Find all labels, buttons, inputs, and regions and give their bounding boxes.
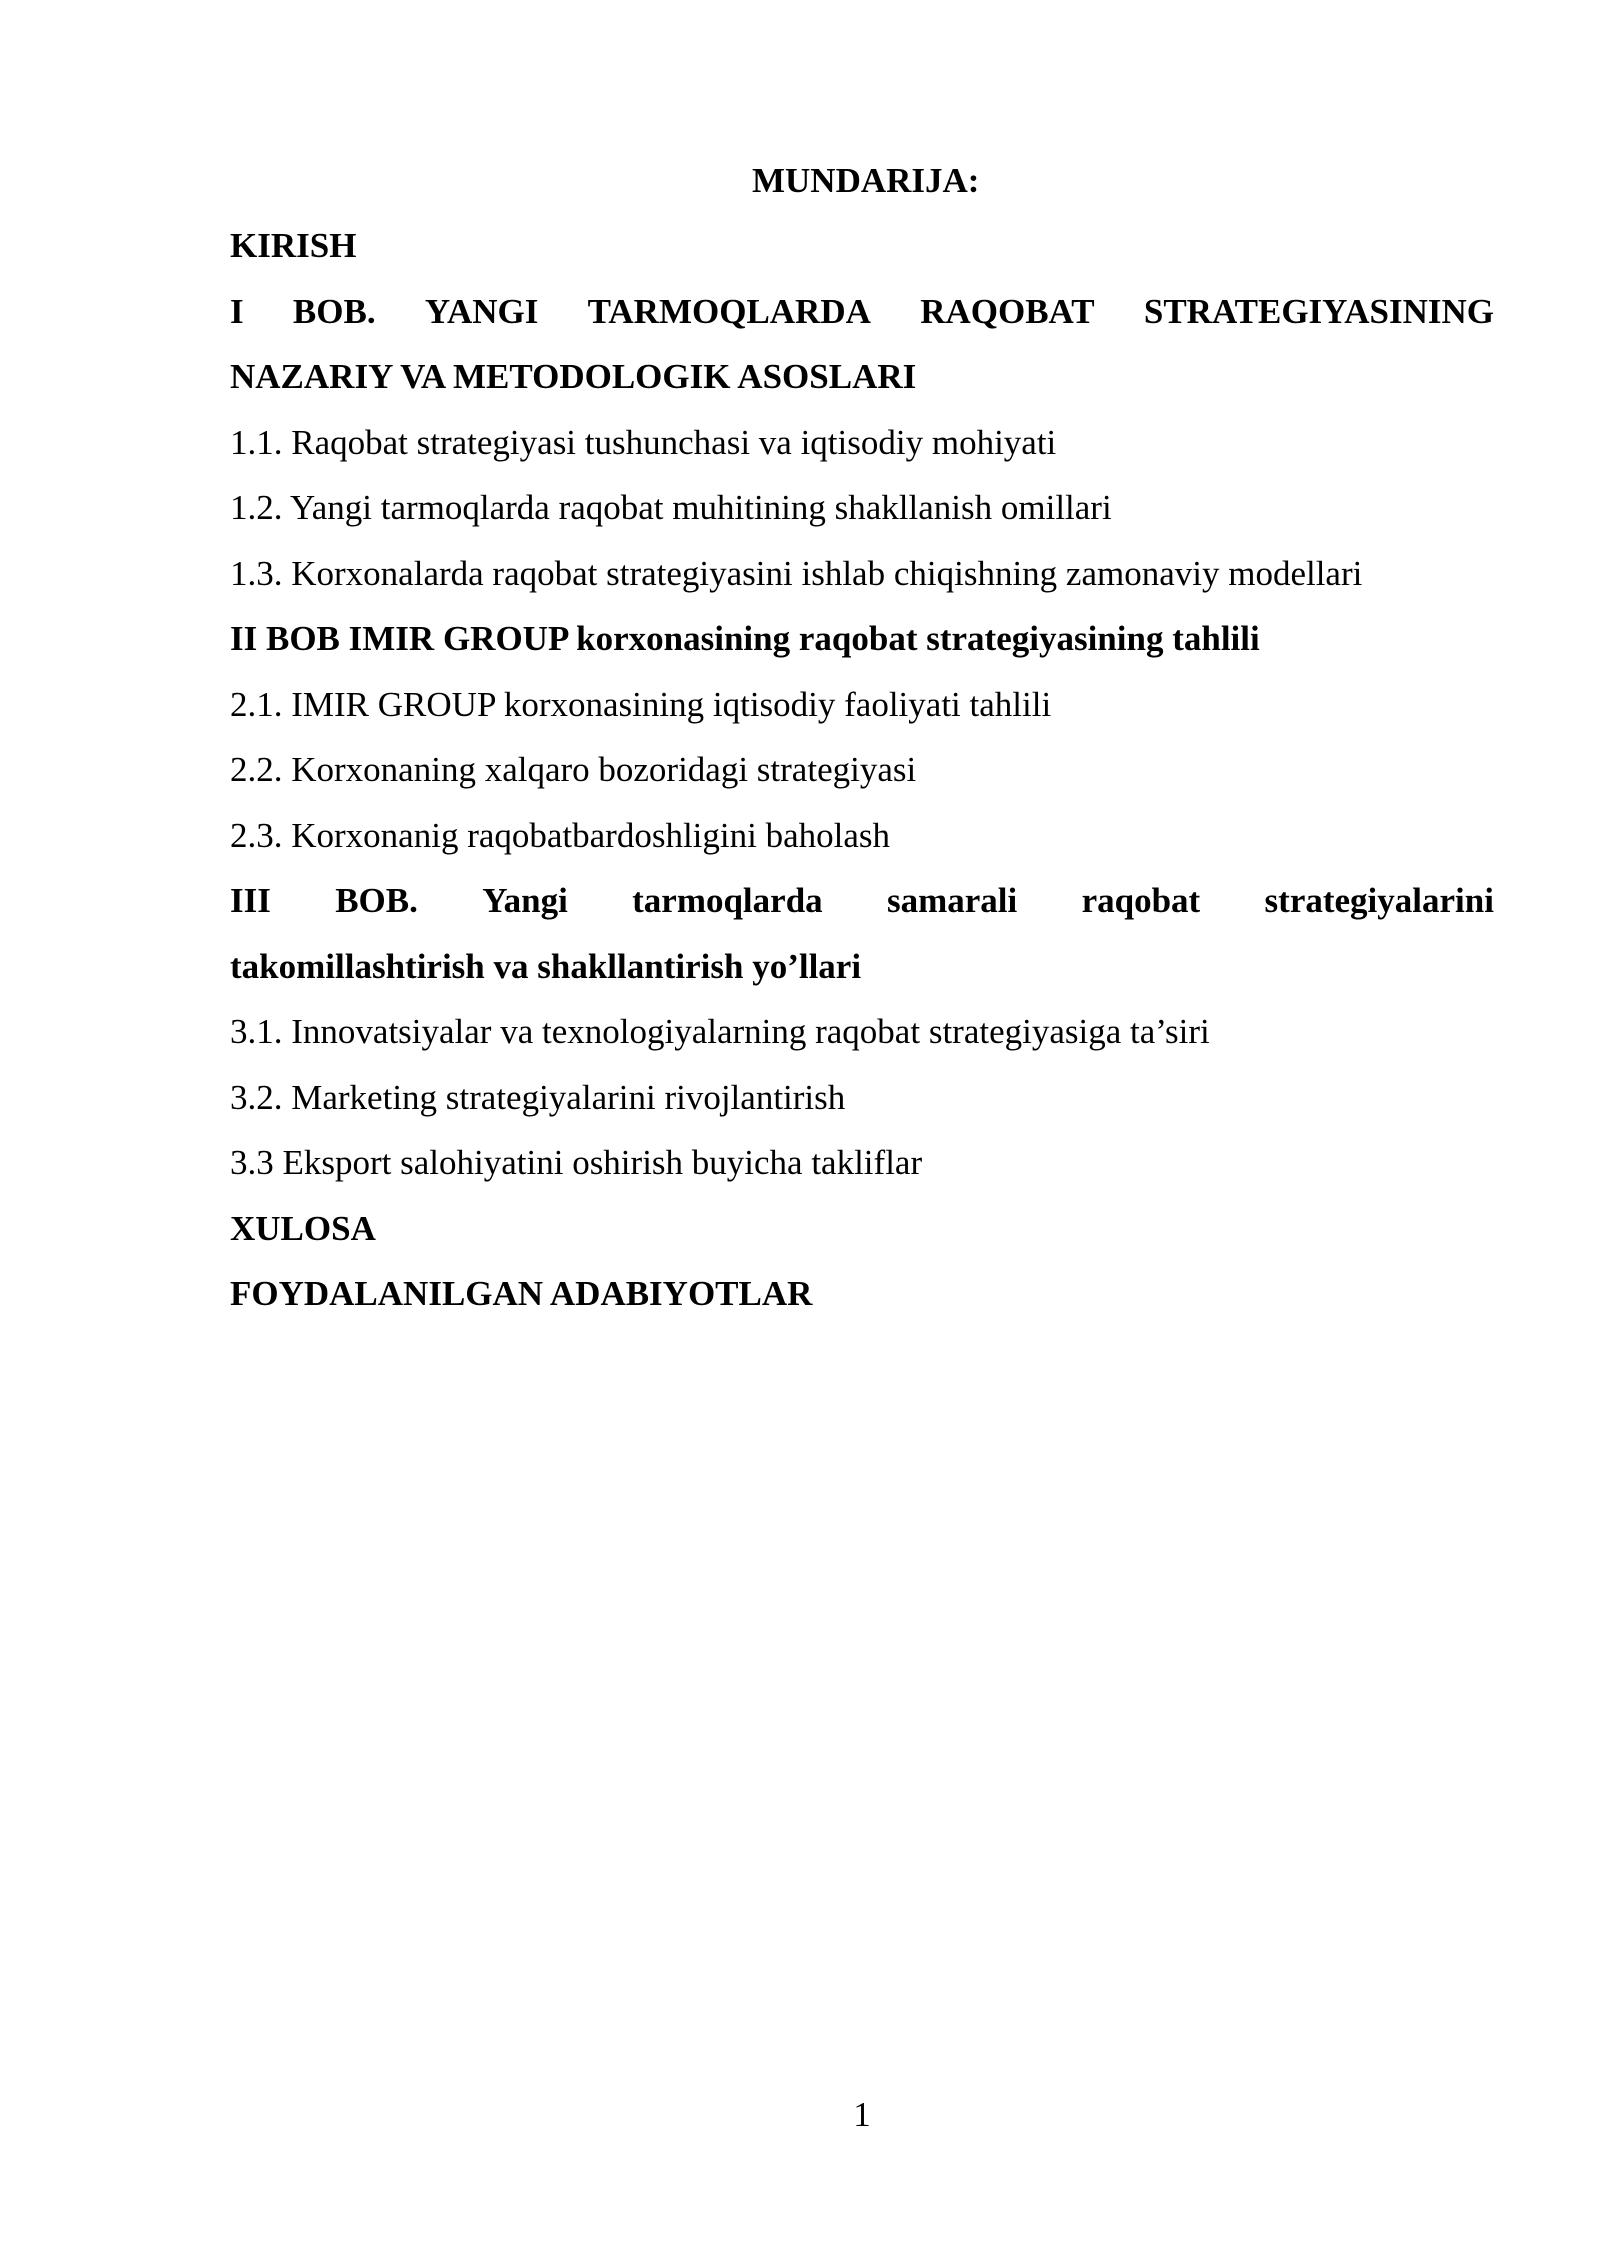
chapter-1-word: STRATEGIYASINING	[1143, 291, 1494, 331]
chapter-1-word: RAQOBAT	[920, 291, 1095, 331]
chapter-1-word: TARMOQLARDA	[587, 291, 871, 331]
chapter-3-word: Yangi	[482, 881, 568, 920]
chapter-1-word: YANGI	[424, 291, 539, 331]
toc-entry-section-1-1: 1.1. Raqobat strategiyasi tushunchasi va iqtisodiy mohiyati	[230, 422, 1057, 462]
toc-entry-adabiyotlar: FOYDALANILGAN ADABIYOTLAR	[230, 1274, 813, 1313]
chapter-1-word: BOB.	[292, 291, 376, 331]
toc-entry-section-2-2: 2.2. Korxonaning xalqaro bozoridagi strategiyasi	[230, 750, 917, 789]
toc-entry-chapter-1-line-2: NAZARIY VA METODOLOGIK ASOSLARI	[230, 357, 917, 396]
chapter-3-word: III	[230, 881, 271, 920]
toc-entry-section-1-3: 1.3. Korxonalarda raqobat strategiyasini ishlab chiqishning zamonaviy modellari	[230, 553, 1363, 593]
toc-entry-chapter-1-line-1	[230, 279, 1494, 345]
chapter-3-word: strategiyalarini	[1264, 881, 1494, 920]
toc-entry-section-1-2: 1.2. Yangi tarmoqlarda raqobat muhitining shakllanish omillari	[230, 488, 1112, 527]
chapter-3-word: raqobat	[1081, 881, 1201, 920]
toc-entry-kirish: KIRISH	[230, 226, 357, 265]
toc-heading-text: MUNDARIJA:	[752, 161, 980, 200]
page-number: 1	[853, 2095, 871, 2134]
table-of-contents	[230, 148, 1494, 1327]
toc-entry-section-3-2: 3.2. Marketing strategiyalarini rivojlantirish	[230, 1077, 846, 1117]
toc-entry-xulosa: XULOSA	[230, 1208, 376, 1248]
toc-heading	[230, 148, 1494, 213]
chapter-3-word: samarali	[887, 881, 1018, 920]
toc-entry-chapter-2: II BOB IMIR GROUP korxonasining raqobat strategiyasining tahlili	[230, 619, 1260, 658]
chapter-3-word: BOB.	[335, 881, 418, 920]
toc-entry-chapter-3-line-1	[230, 868, 1494, 934]
toc-entry-chapter-3-line-2: takomillashtirish va shakllantirish yo’llari	[230, 946, 862, 986]
chapter-1-word: I	[230, 291, 244, 331]
chapter-3-word: tarmoqlarda	[632, 881, 823, 920]
toc-entry-section-3-1: 3.1. Innovatsiyalar va texnologiyalarning raqobat strategiyasiga ta’siri	[230, 1012, 1210, 1051]
toc-entry-section-2-3: 2.3. Korxonanig raqobatbardoshligini baholash	[230, 815, 891, 855]
toc-entry-section-3-3: 3.3 Eksport salohiyatini oshirish buyicha takliflar	[230, 1143, 923, 1182]
toc-entry-section-2-1: 2.1. IMIR GROUP korxonasining iqtisodiy faoliyati tahlili	[230, 684, 1052, 724]
